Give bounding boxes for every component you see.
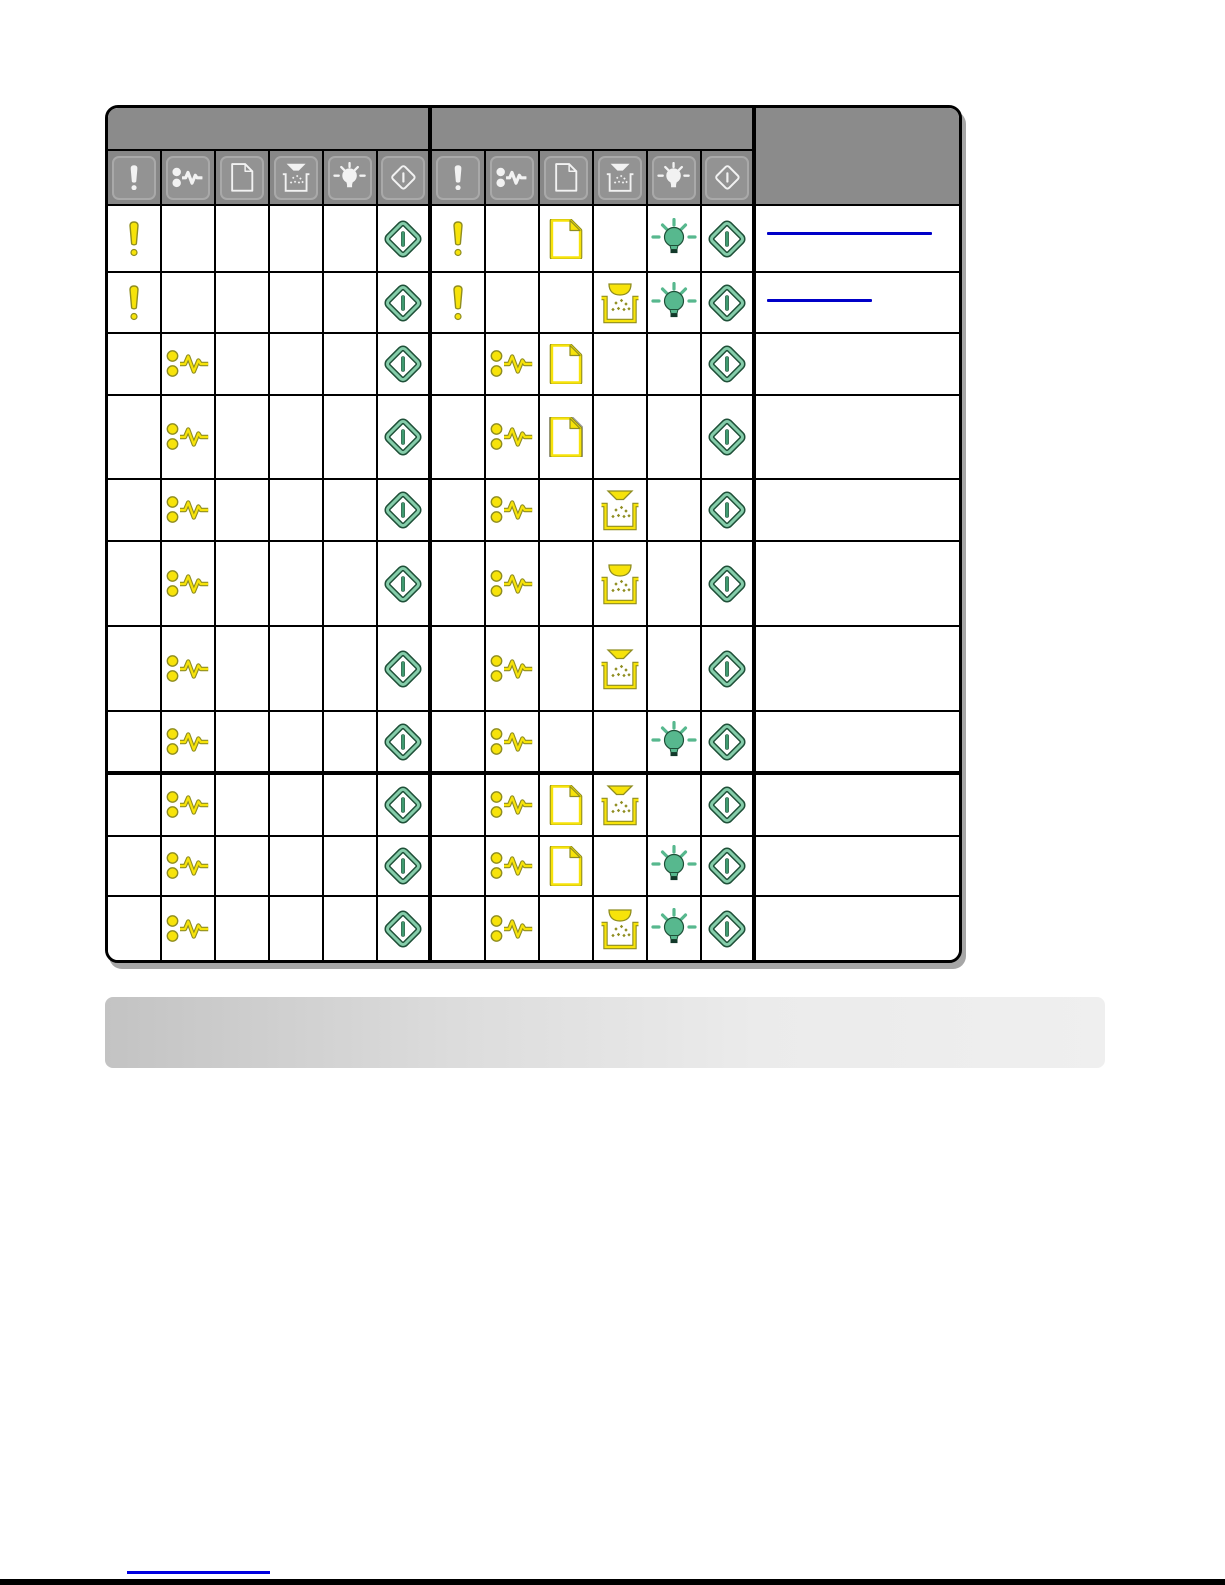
go-button-icon (707, 846, 747, 886)
go-button-icon (707, 649, 747, 689)
table-cell-paper (216, 627, 270, 712)
table-cell-attention (432, 480, 486, 542)
paper-jam-light-icon (490, 790, 534, 820)
go-button-icon (707, 564, 747, 604)
table-cell-go (378, 206, 432, 273)
table-cell-toner (594, 334, 648, 396)
attention-light-icon (451, 285, 465, 321)
paper-jam-light-icon (166, 422, 210, 452)
table-cell-go (702, 396, 756, 480)
table-cell-go (702, 542, 756, 627)
table-cell-go (702, 206, 756, 273)
table-cell-attention (108, 206, 162, 273)
table-cell-go (378, 775, 432, 837)
load-paper-light-icon (554, 163, 578, 192)
table-cell-toner (270, 480, 324, 542)
go-button-icon (707, 344, 747, 384)
table-cell-toner (270, 627, 324, 712)
table-cell-bulb (648, 775, 702, 837)
toner-light-icon (281, 162, 311, 194)
paper-jam-light-icon (490, 727, 534, 757)
table-cell-attention (108, 897, 162, 960)
header-cell-attention-light-icon (108, 151, 162, 206)
table-cell-jam (486, 837, 540, 897)
table-cell-bulb (324, 334, 378, 396)
table-cell-attention (108, 480, 162, 542)
attention-light-icon (451, 221, 465, 257)
legend-go-button-icon (705, 156, 749, 200)
table-cell-bulb (648, 396, 702, 480)
header-cell-load-paper-light-icon (216, 151, 270, 206)
row-link-cell (756, 775, 959, 837)
table-cell-paper (540, 206, 594, 273)
table-cell-jam (162, 396, 216, 480)
paper-jam-light-icon (172, 167, 204, 189)
group-header-2 (432, 108, 756, 151)
table-cell-toner (594, 712, 648, 775)
table-cell-go (378, 837, 432, 897)
go-button-icon (707, 722, 747, 762)
table-cell-paper (540, 775, 594, 837)
table-cell-attention (108, 837, 162, 897)
table-cell-toner (594, 542, 648, 627)
toner-light-icon (599, 907, 641, 951)
table-cell-paper (216, 712, 270, 775)
table-cell-paper (216, 273, 270, 334)
table-cell-go (378, 542, 432, 627)
table-cell-attention (432, 712, 486, 775)
table-cell-attention (108, 542, 162, 627)
table-cell-jam (486, 897, 540, 960)
table-cell-attention (432, 542, 486, 627)
table-cell-toner (270, 206, 324, 273)
toner-light-icon (599, 562, 641, 606)
table-cell-toner (594, 273, 648, 334)
paper-jam-light-icon (166, 914, 210, 944)
table-cell-attention (108, 273, 162, 334)
table-cell-bulb (324, 206, 378, 273)
table-cell-paper (540, 627, 594, 712)
table-cell-bulb (648, 542, 702, 627)
load-paper-light-icon (549, 219, 583, 259)
error-bulb-light-icon (333, 162, 366, 192)
toner-light-icon (599, 488, 641, 532)
table-cell-attention (432, 334, 486, 396)
table-cell-paper (216, 837, 270, 897)
legend-paper-jam-light-icon (166, 156, 210, 200)
go-button-icon (383, 722, 423, 762)
table-cell-jam (162, 480, 216, 542)
go-button-icon (383, 909, 423, 949)
table-cell-jam (162, 542, 216, 627)
table-cell-bulb (648, 837, 702, 897)
table-cell-toner (594, 627, 648, 712)
table-cell-paper (216, 206, 270, 273)
table-cell-paper (216, 334, 270, 396)
legend-error-bulb-light-icon (328, 156, 372, 200)
table-cell-bulb (648, 897, 702, 960)
header-cell-paper-jam-light-icon (162, 151, 216, 206)
table-cell-attention (432, 837, 486, 897)
go-button-icon (383, 283, 423, 323)
table-cell-bulb (324, 837, 378, 897)
header-cell-toner-light-icon (594, 151, 648, 206)
table-cell-attention (108, 775, 162, 837)
table-cell-jam (162, 627, 216, 712)
table-cell-attention (432, 206, 486, 273)
table-cell-bulb (324, 480, 378, 542)
link-column-header (756, 108, 959, 206)
table-cell-go (702, 627, 756, 712)
table-cell-jam (486, 480, 540, 542)
table-cell-attention (108, 627, 162, 712)
paper-jam-light-icon (490, 349, 534, 379)
table-cell-paper (216, 897, 270, 960)
table-cell-bulb (648, 712, 702, 775)
table-cell-bulb (648, 206, 702, 273)
row-link-cell (756, 712, 959, 775)
table-cell-toner (594, 837, 648, 897)
error-bulb-light-icon (651, 218, 697, 260)
attention-light-icon (453, 165, 463, 191)
load-paper-light-icon (549, 785, 583, 825)
paper-jam-light-icon (166, 851, 210, 881)
header-cell-paper-jam-light-icon (486, 151, 540, 206)
table-cell-attention (108, 396, 162, 480)
table-cell-paper (540, 334, 594, 396)
header-cell-attention-light-icon (432, 151, 486, 206)
paper-jam-light-icon (166, 727, 210, 757)
legend-toner-light-icon (274, 156, 318, 200)
table-cell-jam (162, 837, 216, 897)
row-link-cell (756, 396, 959, 480)
page-bottom-rule (0, 1579, 1225, 1585)
table-cell-jam (486, 627, 540, 712)
error-bulb-light-icon (651, 908, 697, 950)
load-paper-light-icon (230, 163, 254, 192)
error-bulb-light-icon (657, 162, 690, 192)
table-cell-go (378, 627, 432, 712)
go-button-icon (707, 417, 747, 457)
table-cell-go (378, 712, 432, 775)
table-cell-toner (270, 396, 324, 480)
legend-error-bulb-light-icon (652, 156, 696, 200)
toner-light-icon (599, 647, 641, 691)
row-link-cell (756, 627, 959, 712)
table-cell-go (378, 396, 432, 480)
go-button-icon (383, 649, 423, 689)
attention-light-icon (127, 221, 141, 257)
header-cell-toner-light-icon (270, 151, 324, 206)
row-link[interactable] (767, 299, 872, 302)
table-cell-paper (540, 396, 594, 480)
paper-jam-light-icon (490, 914, 534, 944)
table-cell-bulb (648, 273, 702, 334)
load-paper-light-icon (549, 417, 583, 457)
table-cell-bulb (648, 334, 702, 396)
table-cell-toner (270, 712, 324, 775)
legend-attention-light-icon (436, 156, 480, 200)
table-cell-go (702, 273, 756, 334)
go-button-icon (383, 219, 423, 259)
legend-load-paper-light-icon (544, 156, 588, 200)
header-cell-go-button-icon (702, 151, 756, 206)
legend-attention-light-icon (112, 156, 156, 200)
table-cell-bulb (648, 480, 702, 542)
row-link[interactable] (767, 232, 932, 235)
table-cell-jam (486, 334, 540, 396)
table-cell-go (702, 775, 756, 837)
go-button-icon (707, 219, 747, 259)
table-cell-go (702, 837, 756, 897)
table-cell-go (702, 480, 756, 542)
paper-jam-light-icon (166, 349, 210, 379)
footer-link[interactable] (127, 1571, 270, 1574)
table-cell-jam (162, 206, 216, 273)
paper-jam-light-icon (490, 495, 534, 525)
paper-jam-light-icon (166, 569, 210, 599)
table-cell-jam (162, 775, 216, 837)
table-cell-toner (594, 897, 648, 960)
go-button-icon (383, 417, 423, 457)
table-cell-bulb (324, 775, 378, 837)
table-cell-paper (216, 542, 270, 627)
group-header-1 (108, 108, 432, 151)
table-cell-bulb (324, 897, 378, 960)
go-button-icon (707, 909, 747, 949)
paper-jam-light-icon (496, 167, 528, 189)
legend-paper-jam-light-icon (490, 156, 534, 200)
row-link-cell (756, 206, 959, 273)
toner-light-icon (605, 162, 635, 194)
table-cell-toner (270, 334, 324, 396)
table-cell-toner (594, 396, 648, 480)
table-cell-jam (486, 396, 540, 480)
table-cell-go (378, 897, 432, 960)
table-cell-paper (540, 837, 594, 897)
go-button-icon (383, 846, 423, 886)
table-cell-paper (540, 897, 594, 960)
row-link-cell (756, 273, 959, 334)
table-cell-paper (540, 273, 594, 334)
table-cell-toner (594, 480, 648, 542)
table-cell-bulb (648, 627, 702, 712)
go-button-icon (383, 344, 423, 384)
go-button-icon (713, 163, 742, 192)
legend-load-paper-light-icon (220, 156, 264, 200)
go-button-icon (383, 785, 423, 825)
table-cell-jam (162, 712, 216, 775)
row-link-cell (756, 542, 959, 627)
legend-toner-light-icon (598, 156, 642, 200)
table-cell-jam (486, 542, 540, 627)
load-paper-light-icon (549, 344, 583, 384)
legend-go-button-icon (381, 156, 425, 200)
row-link-cell (756, 480, 959, 542)
table-cell-bulb (324, 542, 378, 627)
table-cell-bulb (324, 627, 378, 712)
table-cell-go (378, 273, 432, 334)
table-cell-paper (540, 712, 594, 775)
table-cell-attention (432, 627, 486, 712)
header-cell-load-paper-light-icon (540, 151, 594, 206)
table-cell-toner (270, 837, 324, 897)
toner-light-icon (599, 281, 641, 325)
load-paper-light-icon (549, 846, 583, 886)
table-cell-toner (594, 775, 648, 837)
go-button-icon (707, 785, 747, 825)
table-cell-jam (486, 206, 540, 273)
toner-light-icon (599, 783, 641, 827)
table-cell-attention (432, 396, 486, 480)
table-cell-jam (162, 334, 216, 396)
table-cell-go (702, 334, 756, 396)
table-cell-toner (270, 273, 324, 334)
error-bulb-light-icon (651, 282, 697, 324)
table-cell-paper (216, 480, 270, 542)
go-button-icon (383, 564, 423, 604)
table-cell-toner (270, 775, 324, 837)
table-cell-paper (216, 775, 270, 837)
table-cell-attention (432, 897, 486, 960)
table-cell-attention (432, 775, 486, 837)
table-cell-toner (270, 542, 324, 627)
table-cell-go (378, 334, 432, 396)
row-link-cell (756, 897, 959, 960)
table-cell-paper (216, 396, 270, 480)
go-button-icon (383, 490, 423, 530)
table-cell-attention (108, 334, 162, 396)
table-cell-attention (432, 273, 486, 334)
paper-jam-light-icon (490, 422, 534, 452)
light-sequence-table (105, 105, 962, 963)
table-cell-paper (540, 480, 594, 542)
go-button-icon (707, 283, 747, 323)
table-cell-bulb (324, 712, 378, 775)
table-cell-go (378, 480, 432, 542)
table-cell-go (702, 712, 756, 775)
paper-jam-light-icon (166, 654, 210, 684)
table-cell-attention (108, 712, 162, 775)
attention-light-icon (129, 165, 139, 191)
paper-jam-light-icon (166, 495, 210, 525)
table-cell-toner (594, 206, 648, 273)
table-cell-paper (540, 542, 594, 627)
go-button-icon (707, 490, 747, 530)
paper-jam-light-icon (166, 790, 210, 820)
row-link-cell (756, 334, 959, 396)
go-button-icon (389, 163, 418, 192)
attention-light-icon (127, 285, 141, 321)
table-cell-bulb (324, 273, 378, 334)
paper-jam-light-icon (490, 851, 534, 881)
table-cell-jam (486, 273, 540, 334)
error-bulb-light-icon (651, 721, 697, 763)
table-cell-jam (486, 712, 540, 775)
header-cell-go-button-icon (378, 151, 432, 206)
paper-jam-light-icon (490, 654, 534, 684)
row-link-cell (756, 837, 959, 897)
error-bulb-light-icon (651, 845, 697, 887)
table-cell-go (702, 897, 756, 960)
table-cell-toner (270, 897, 324, 960)
table-cell-jam (162, 897, 216, 960)
table-cell-jam (486, 775, 540, 837)
table-cell-bulb (324, 396, 378, 480)
table-cell-jam (162, 273, 216, 334)
section-heading-bar (105, 997, 1105, 1068)
paper-jam-light-icon (490, 569, 534, 599)
header-cell-error-bulb-light-icon (648, 151, 702, 206)
header-cell-error-bulb-light-icon (324, 151, 378, 206)
